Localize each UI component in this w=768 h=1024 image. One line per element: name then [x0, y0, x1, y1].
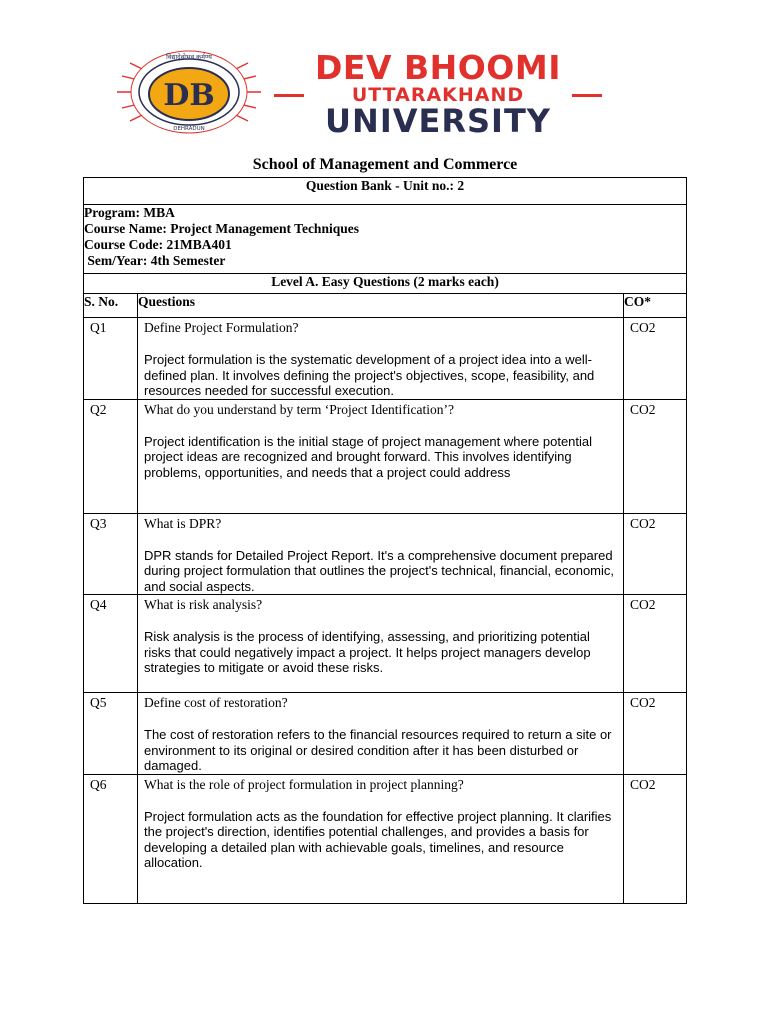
- question-bank-title-row: [84, 178, 687, 205]
- university-name-line2-text: UTTARAKHAND: [351, 84, 525, 106]
- question-cell: [138, 595, 624, 693]
- course-outcome: CO2: [624, 513, 687, 595]
- sem-year-line: Sem/Year: 4th Semester: [84, 253, 226, 268]
- question-text: What is the role of project formulation in project planning?: [144, 776, 464, 792]
- question-text: What is DPR?: [144, 515, 222, 531]
- program-line: Program: MBA: [84, 205, 175, 220]
- course-info-row: [84, 205, 687, 274]
- university-header: [0, 0, 768, 150]
- table-row: [84, 693, 687, 775]
- column-header-row: [84, 294, 687, 318]
- logo-bottom-text: DEHRADUN: [173, 126, 205, 132]
- question-number: Q1: [84, 318, 138, 400]
- question-number: Q5: [84, 693, 138, 775]
- table-row: [84, 513, 687, 595]
- header-co: CO*: [624, 294, 687, 318]
- question-bank-title: Question Bank - Unit no.: 2: [84, 178, 687, 205]
- answer-text: Risk analysis is the process of identifying, assessing, and prioritizing potential risks that could negatively impact a project. It helps project managers develop strategies to mitigate or avoid these risks.: [144, 629, 591, 675]
- left-rule: [274, 94, 304, 97]
- answer-text: Project formulation is the systematic development of a project idea into a well-defined plan. It involves defining the project's objectives, scope, feasibility, and resources needed for successful execution.: [144, 352, 595, 398]
- logo-top-text: विद्यादेवोभव कर्मण्य: [166, 53, 212, 61]
- course-outcome: CO2: [624, 693, 687, 775]
- course-outcome: CO2: [624, 399, 687, 513]
- question-text: Define Project Formulation?: [144, 320, 299, 335]
- question-text: Define cost of restoration?: [144, 695, 288, 710]
- course-outcome: CO2: [624, 318, 687, 400]
- question-bank-table: [83, 177, 687, 904]
- answer-text: DPR stands for Detailed Project Report. It's a comprehensive document prepared during project formulation that outlines the project's technical, financial, economic, and social aspects.: [144, 547, 615, 594]
- header-questions: Questions: [138, 294, 624, 318]
- logo-monogram: DB: [163, 78, 215, 113]
- answer-text: Project identification is the initial stage of project management where potential project ideas are recognized and brought forward. This involves identifying problems, opportunities, and needs that a project could address: [144, 433, 593, 480]
- university-logo: [114, 46, 264, 138]
- course-outcome: CO2: [624, 595, 687, 693]
- table-row: [84, 595, 687, 693]
- university-name-line1: DEV BHOOMI: [315, 48, 561, 87]
- answer-text: Project formulation acts as the foundation for effective project planning. It clarifies the project's direction, identifies potential challenges, and provides a basis for developing a detailed plan with achievable goals, timelines, and resource allocation.: [144, 808, 612, 870]
- question-text: What do you understand by term ‘Project Identification’?: [144, 401, 455, 417]
- table-row: [84, 774, 687, 903]
- table-row: [84, 318, 687, 400]
- header-sno: S. No.: [84, 294, 138, 318]
- course-info: [84, 205, 687, 274]
- course-code-line: Course Code: 21MBA401: [84, 237, 232, 252]
- question-cell: [138, 399, 624, 513]
- course-outcome: CO2: [624, 774, 687, 903]
- question-cell: [138, 693, 624, 775]
- level-heading: Level A. Easy Questions (2 marks each): [84, 274, 687, 294]
- question-cell: [138, 513, 624, 595]
- question-cell: [138, 774, 624, 903]
- question-text: What is risk analysis?: [144, 597, 263, 612]
- university-name-line3: UNIVERSITY: [325, 102, 551, 140]
- question-number: Q2: [84, 399, 138, 513]
- right-rule: [572, 94, 602, 97]
- question-cell: [138, 318, 624, 400]
- answer-text: The cost of restoration refers to the financial resources required to return a site or environment to its original or desired condition after it has been disturbed or damaged.: [144, 727, 612, 773]
- school-title: School of Management and Commerce: [252, 156, 518, 173]
- question-number: Q6: [84, 774, 138, 903]
- question-number: Q4: [84, 595, 138, 693]
- question-number: Q3: [84, 513, 138, 595]
- course-name-line: Course Name: Project Management Techniques: [84, 221, 359, 236]
- table-row: [84, 399, 687, 513]
- level-row: [84, 274, 687, 294]
